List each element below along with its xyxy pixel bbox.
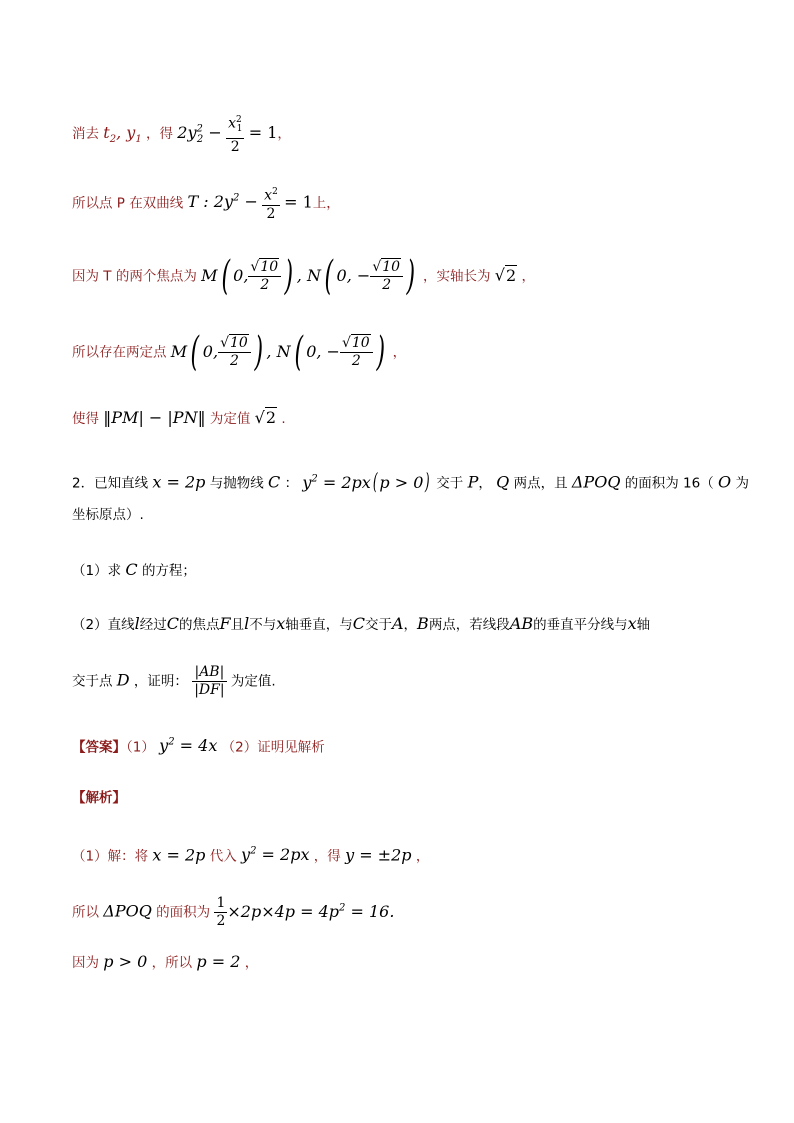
- text: .: [281, 411, 286, 427]
- text: 所以存在两定点: [72, 344, 167, 361]
- text: 的面积为 16（: [624, 475, 714, 492]
- problem-2-line-1: 2．已知直线 x = 2p 与抛物线 C ： $y^2 = 2px$( p > 0) 交于 P， Q 两点，且 ΔPOQ 的面积为 16（ O 为: [72, 470, 749, 495]
- math: p > 0: [103, 952, 148, 971]
- text: 所以: [72, 904, 99, 921]
- math: l: [134, 614, 140, 633]
- fraction: $\frac{x^2_1}{2}$: [226, 112, 244, 156]
- text: 使得: [72, 411, 99, 427]
- text: ：: [284, 475, 299, 492]
- math: ΔPOQ: [571, 472, 621, 492]
- math: l: [244, 614, 250, 633]
- math-hyperbola: T : $2y^2$ −: [187, 192, 258, 212]
- text: （1）: [126, 739, 155, 756]
- text: （1）求: [72, 563, 122, 579]
- text: 的垂直平分线与: [533, 617, 628, 633]
- solution-line-2: [72, 184, 340, 223]
- math: y = ±2p: [345, 845, 412, 865]
- math: x: [276, 614, 286, 633]
- math: C: [352, 614, 365, 633]
- fraction-ab-df: $\frac{|AB|}{|DF|}$: [194, 664, 225, 698]
- math: D: [116, 670, 130, 690]
- text: ，: [403, 617, 418, 633]
- text: ，: [244, 955, 259, 971]
- fraction-half: $\frac{1}{2}$: [216, 895, 226, 929]
- analysis-step-2: [72, 895, 394, 930]
- text: ，得: [146, 126, 173, 143]
- math-rhs: = 1: [248, 123, 278, 143]
- text: ，所以: [151, 955, 193, 971]
- text: 为: [735, 475, 749, 492]
- text: 的面积为: [156, 904, 211, 921]
- fraction: $\frac{x^2}{2}$: [262, 184, 280, 223]
- analysis-step-3: [72, 952, 258, 973]
- math-parabola: $y^2 = 2px$( p > 0): [302, 470, 431, 495]
- analysis-label: 【解析】: [72, 790, 126, 806]
- math: AB: [509, 614, 534, 633]
- math: p = 2: [196, 952, 241, 971]
- text: 因为: [72, 955, 99, 971]
- math-expr: $2y^2_2$ −: [177, 123, 222, 146]
- math: Q: [496, 472, 510, 492]
- text: ，: [277, 126, 291, 143]
- math-answer: $y^2 = 4x$: [159, 736, 218, 756]
- text: （1）解：将: [72, 848, 149, 865]
- math-points: M( 0, $\frac{√10}{2}$ ) , N( 0, − $\frac{√10}{2}$ ): [170, 329, 385, 375]
- text: 因为 T 的两个焦点为: [72, 268, 197, 285]
- text: 为定值: [209, 411, 251, 427]
- math-sqrt2: √2: [254, 408, 277, 427]
- text: 的方程；: [141, 563, 196, 579]
- text: 为定值.: [230, 673, 276, 690]
- question-2-line-2: [72, 664, 276, 699]
- text: ，得: [313, 848, 341, 865]
- math-area: $\times 2p\times 4p = 4p^2 = 16$.: [227, 901, 395, 921]
- math-abs-diff: ‖PM| − |PN‖: [103, 408, 206, 427]
- text: ，证明：: [133, 673, 188, 690]
- math-parabola: $y^2 = 2px$: [241, 845, 310, 865]
- solution-line-5: [72, 408, 286, 429]
- text: 两点，若线段: [428, 617, 510, 633]
- solution-line-3: [72, 253, 535, 299]
- text: ，: [415, 848, 430, 865]
- text: ，: [521, 268, 535, 285]
- math: C: [268, 472, 281, 492]
- text: ，实轴长为: [422, 268, 491, 285]
- question-1: [72, 560, 196, 581]
- solution-line-4: [72, 329, 407, 375]
- text: （2）证明见解析: [221, 739, 325, 756]
- math: ΔPOQ: [103, 901, 152, 921]
- text: 消去: [72, 126, 99, 143]
- answer-label: 【答案】: [72, 739, 126, 756]
- solution-line-1: [72, 112, 291, 156]
- text: 且: [230, 617, 245, 633]
- text: 坐标原点）.: [72, 507, 144, 523]
- math-sqrt2: √2: [494, 265, 517, 285]
- analysis-label-line: [72, 788, 126, 808]
- math: C: [166, 614, 179, 633]
- math-y: , $y_1$: [116, 123, 142, 146]
- question-2-line-1: [72, 614, 650, 635]
- math: x = 2p: [152, 845, 206, 865]
- text: 所以点 P 在双曲线: [72, 195, 184, 212]
- math-focus-M: M( 0, $\frac{√10}{2}$ ) , N( 0, − $\frac{√10}{2}$ ): [201, 253, 416, 299]
- text: 轴: [636, 617, 651, 633]
- answer-line: [72, 733, 325, 757]
- math-t: $t_2$: [103, 123, 117, 146]
- text: 不与: [249, 617, 277, 633]
- math: O: [718, 472, 732, 492]
- text: ，: [392, 344, 407, 361]
- text: 轴垂直，与: [285, 617, 353, 633]
- math: A: [391, 614, 404, 633]
- math: C: [125, 560, 138, 579]
- analysis-step-1: [72, 842, 429, 866]
- math: P: [467, 472, 479, 492]
- text: 交于: [436, 475, 464, 492]
- text: 两点，且: [513, 475, 568, 492]
- problem-2-line-2: [72, 505, 144, 525]
- text: 与抛物线: [209, 475, 264, 492]
- text: 2．已知直线: [72, 475, 149, 492]
- math: x = 2p: [152, 472, 206, 492]
- math: B: [417, 614, 429, 633]
- text: 上，: [312, 195, 340, 212]
- text: 代入: [209, 848, 237, 865]
- text: （2）直线: [72, 617, 135, 633]
- text: 交于: [364, 617, 392, 633]
- math: F: [219, 614, 231, 633]
- text: 经过: [139, 617, 167, 633]
- text: 交于点: [72, 673, 113, 690]
- math-rhs: = 1: [284, 192, 313, 212]
- math: x: [627, 614, 637, 633]
- text: 的焦点: [178, 617, 220, 633]
